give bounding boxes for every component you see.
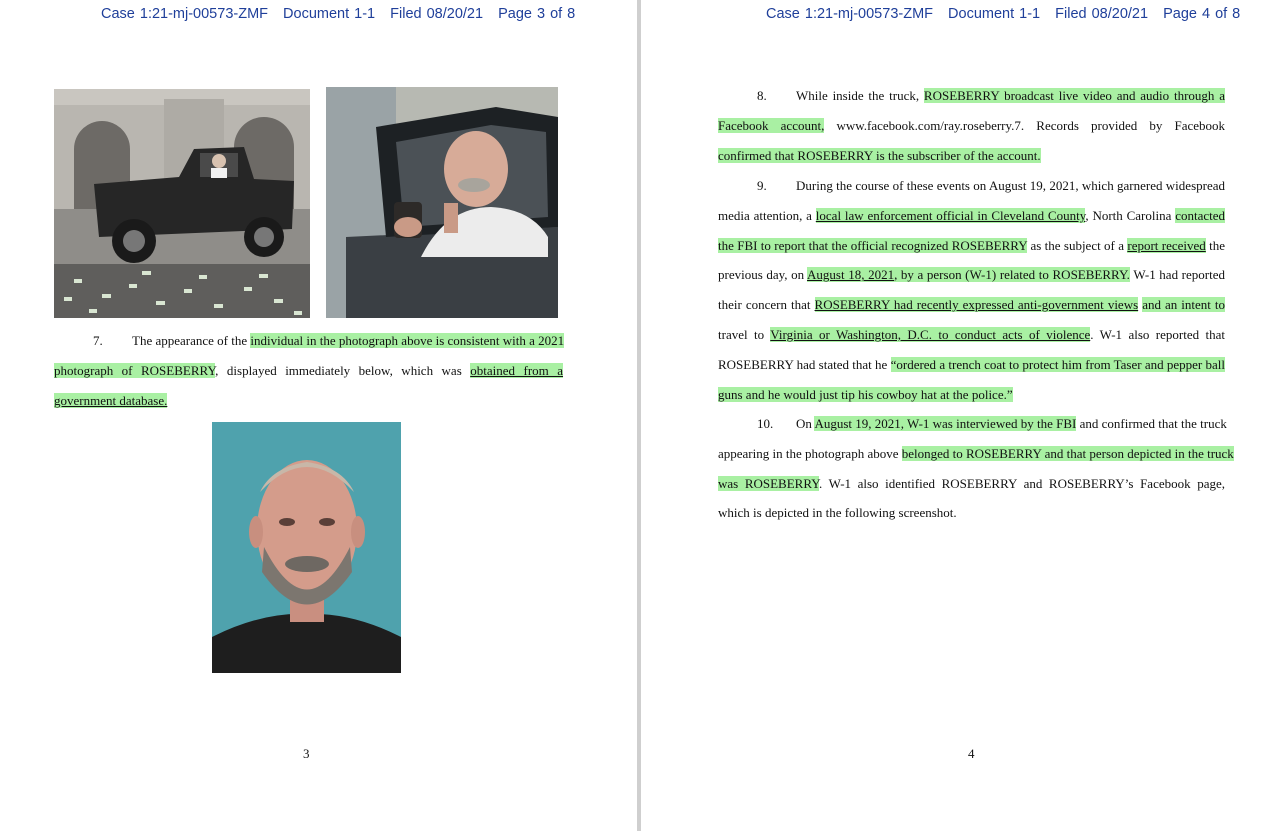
filed-date: Filed 08/20/21 bbox=[1055, 6, 1149, 22]
filed-date: Filed 08/20/21 bbox=[390, 6, 484, 22]
paragraph-10: 10. On August 19, 2021, W-1 was interviewed by the FBI and confirmed that the truck appearing in the photograph above belonged to ROSEBERRY and that person depicted in the truck was ROSEBERRY. W-1 also identified ROSEBERRY and ROSEBERRY’s Facebook page, which is depicted in the following screenshot. bbox=[718, 409, 1225, 528]
paragraph-number: 9. bbox=[757, 178, 767, 193]
document-page-3 bbox=[0, 0, 637, 831]
page-header bbox=[766, 6, 1240, 22]
truck-sidewalk-photo bbox=[54, 89, 310, 318]
paragraph-7: 7. The appearance of the individual in the photograph above is consistent with a 2021 photograph of ROSEBERRY, displayed immediately below, which was obtained from a government database. bbox=[54, 326, 563, 415]
page-indicator: Page 4 of 8 bbox=[1163, 6, 1241, 22]
paragraph-number: 8. bbox=[757, 88, 767, 103]
paragraph-8: 8. While inside the truck, ROSEBERRY broadcast live video and audio through a Facebook account, www.facebook.com/ray.roseberry.7. Records provided by Facebook confirmed that ROSEBERRY is the subscriber of the account. bbox=[718, 81, 1225, 170]
page-number: 4 bbox=[968, 746, 975, 761]
case-number: Case 1:21-mj-00573-ZMF bbox=[766, 6, 933, 22]
paragraph-number: 7. bbox=[93, 333, 103, 348]
page-indicator: Page 3 of 8 bbox=[498, 6, 576, 22]
paragraph-number: 10. bbox=[757, 416, 774, 431]
page-number: 3 bbox=[303, 746, 310, 761]
case-number: Case 1:21-mj-00573-ZMF bbox=[101, 6, 268, 22]
paragraph-9: 9. During the course of these events on August 19, 2021, which garnered widespread media attention, a local law enforcement official in Cleveland County, North Carolina contacted the FBI to report that the official recognized ROSEBERRY as the subject of a report received the previous day, on August 18, 2021, by a person (W-1) related to ROSEBERRY. W-1 had reported their concern that ROSEBERRY had recently expressed anti-government views and an intent to travel to Virginia or Washington, D.C. to conduct acts of violence. W-1 also reported that ROSEBERRY had stated that he “ordered a trench coat to protect him from Taser and pepper ball guns and he would just tip his cowboy hat at the police.” bbox=[718, 171, 1225, 409]
document-number: Document 1-1 bbox=[948, 6, 1041, 22]
document-page-4 bbox=[641, 0, 1280, 831]
page-header bbox=[101, 6, 575, 22]
man-in-truck-photo bbox=[326, 87, 558, 318]
document-number: Document 1-1 bbox=[283, 6, 376, 22]
portrait-photo bbox=[212, 422, 401, 673]
